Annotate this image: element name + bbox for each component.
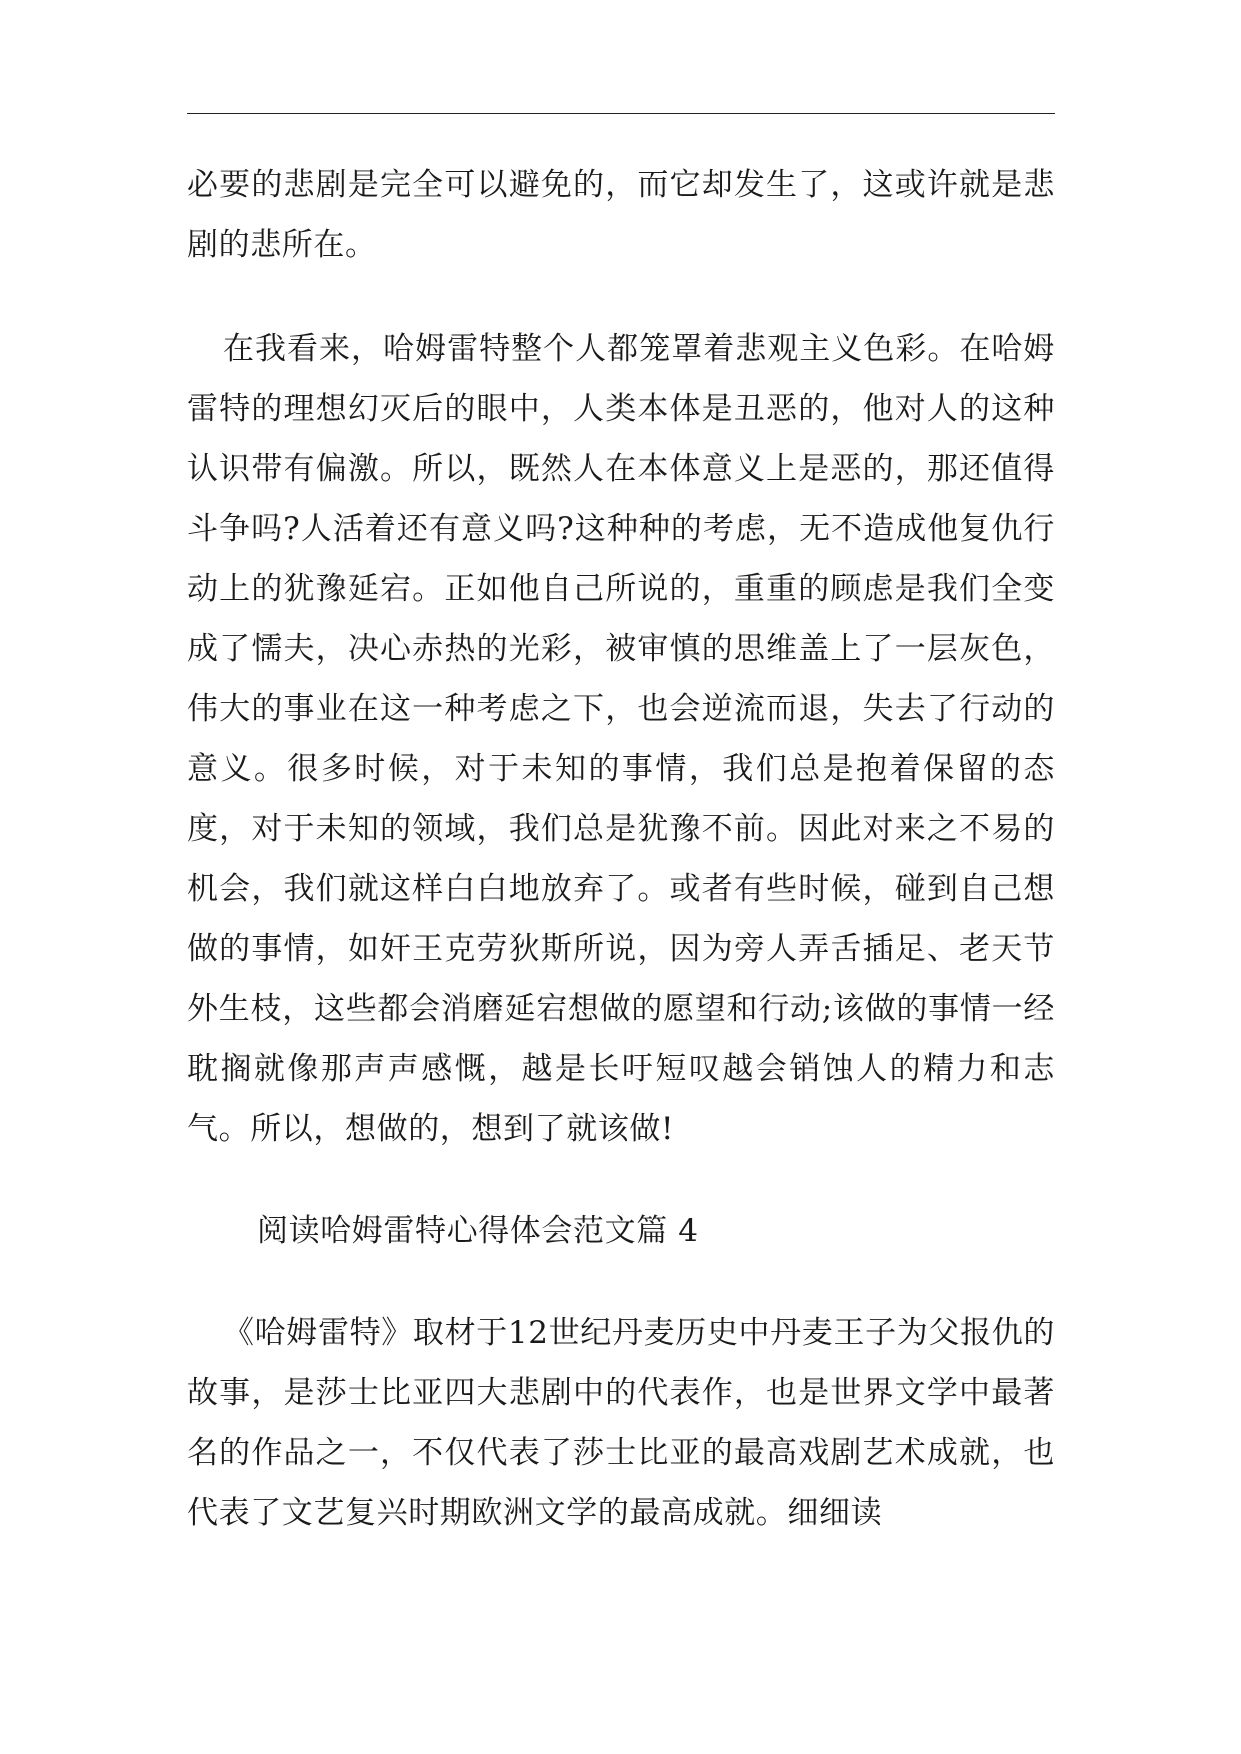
header-rule: [187, 113, 1055, 114]
paragraph-hamlet-pessimism: 在我看来，哈姆雷特整个人都笼罩着悲观主义色彩。在哈姆雷特的理想幻灭后的眼中，人类本体是丑恶的，他对人的这种认识带有偏激。所以，既然人在本体意义上是恶的，那还值得斗争吗?人活着还有意义吗?这种种的考虑，无不造成他复仇行动上的犹豫延宕。正如他自己所说的，重重的顾虑是我们全变成了懦夫，决心赤热的光彩，被审慎的思维盖上了一层灰色，伟大的事业在这一种考虑之下，也会逆流而退，失去了行动的意义。很多时候，对于未知的事情，我们总是抱着保留的态度，对于未知的领域，我们总是犹豫不前。因此对来之不易的机会，我们就这样白白地放弃了。或者有些时候，碰到自己想做的事情，如奸王克劳狄斯所说，因为旁人弄舌插足、老天节外生枝，这些都会消磨延宕想做的愿望和行动;该做的事情一经耽搁就像那声声感慨，越是长吁短叹越会销蚀人的精力和志气。所以，想做的，想到了就该做!: [187, 331, 1055, 1147]
paragraph-hamlet-intro: 《哈姆雷特》取材于12世纪丹麦历史中丹麦王子为父报仇的故事，是莎士比亚四大悲剧中的代表作，也是世界文学中最著名的作品之一，不仅代表了莎士比亚的最高戏剧艺术成就，也代表了文艺复兴时期欧洲文学的最高成就。细细读: [187, 1315, 1055, 1531]
paragraph-continuation: 必要的悲剧是完全可以避免的，而它却发生了，这或许就是悲剧的悲所在。: [187, 167, 1055, 263]
section-heading: 阅读哈姆雷特心得体会范文篇 4: [257, 1213, 699, 1249]
document-body: [187, 155, 1055, 1543]
